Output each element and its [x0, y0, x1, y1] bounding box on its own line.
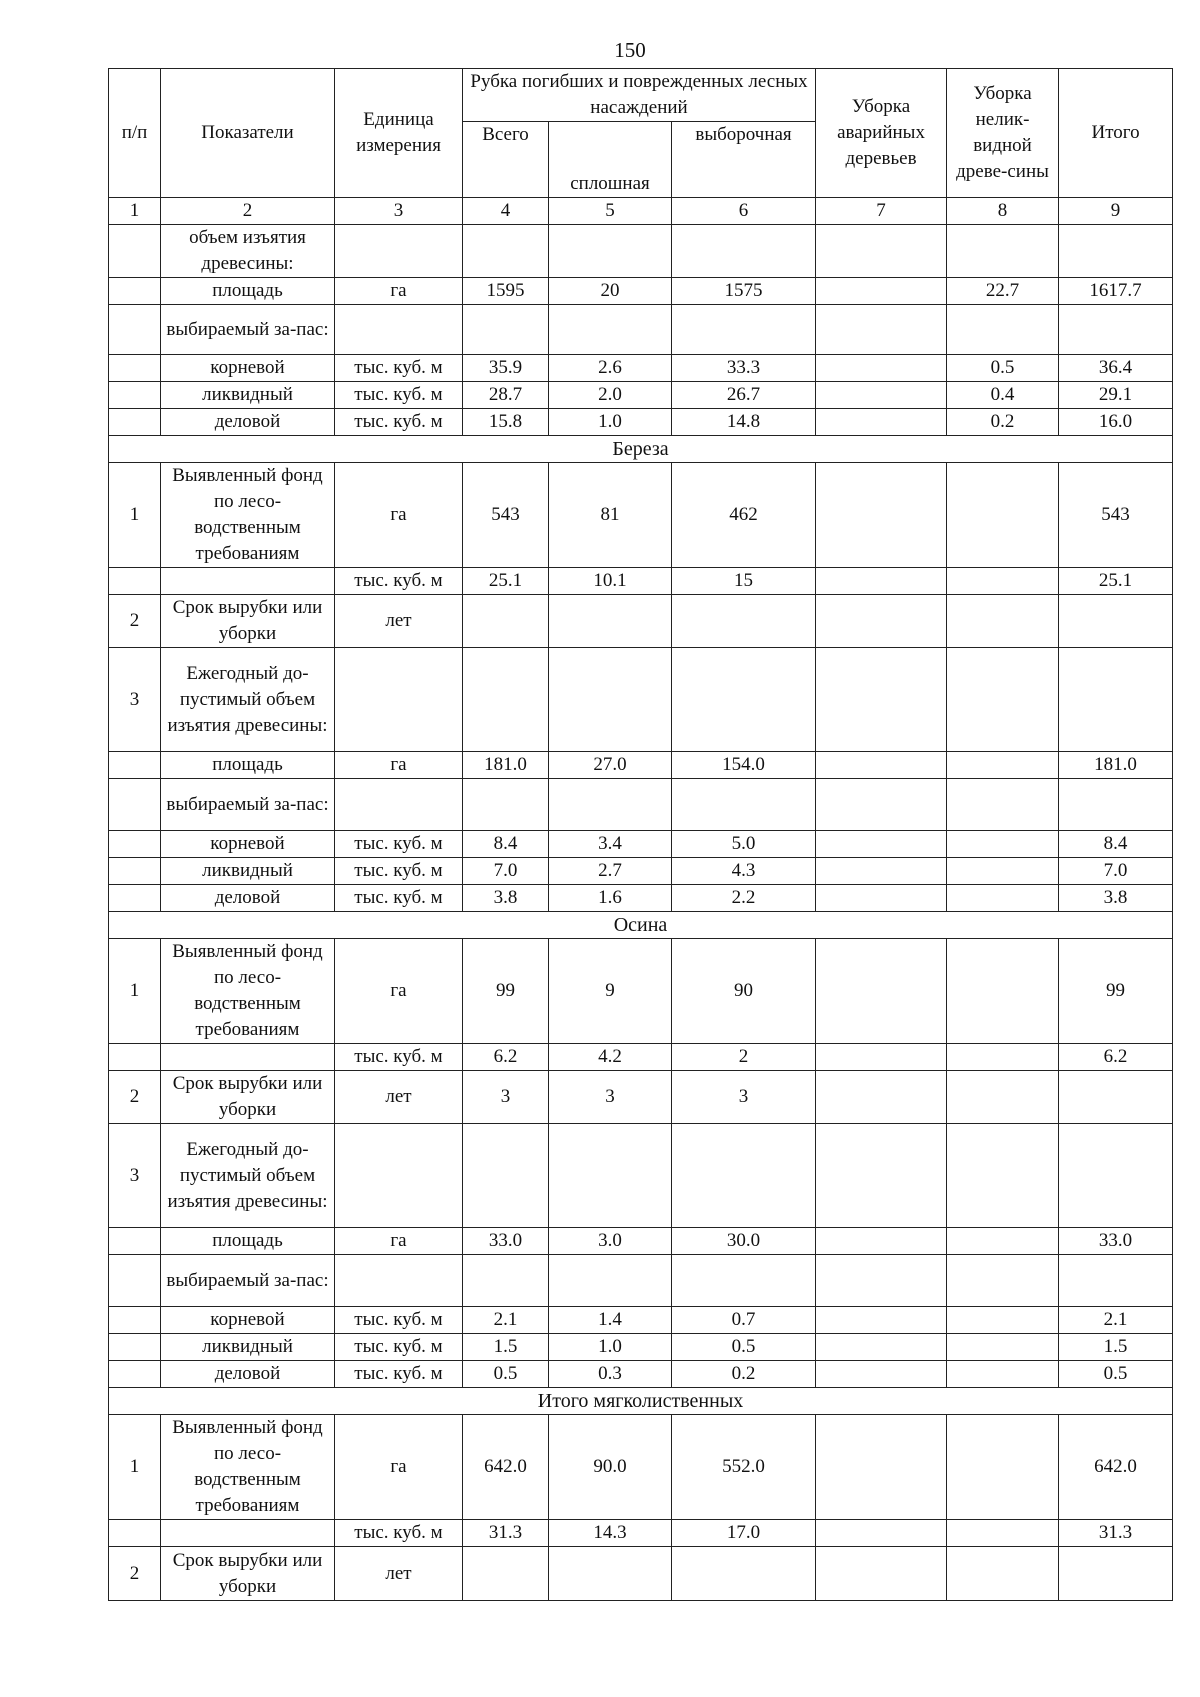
- row-number-cell: 2: [109, 1547, 161, 1601]
- value-cell: [1059, 225, 1173, 278]
- value-cell: 6.2: [463, 1044, 549, 1071]
- unit-cell: тыс. куб. м: [335, 1520, 463, 1547]
- value-cell: 3: [549, 1071, 672, 1124]
- value-cell: 0.5: [947, 355, 1059, 382]
- value-cell: [672, 779, 816, 831]
- row-number-cell: [109, 278, 161, 305]
- header-number: 6: [672, 198, 816, 225]
- value-cell: 0.3: [549, 1361, 672, 1388]
- value-cell: 642.0: [1059, 1415, 1173, 1520]
- value-cell: [816, 1520, 947, 1547]
- value-cell: [947, 939, 1059, 1044]
- indicator-cell: Срок вырубки или уборки: [161, 595, 335, 648]
- value-cell: [1059, 1255, 1173, 1307]
- indicator-cell: Выявленный фонд по лесо-водственным требованиям: [161, 1415, 335, 1520]
- indicator-cell: корневой: [161, 355, 335, 382]
- unit-cell: лет: [335, 1547, 463, 1601]
- value-cell: 0.5: [672, 1334, 816, 1361]
- value-cell: [816, 1307, 947, 1334]
- unit-cell: [335, 779, 463, 831]
- value-cell: 1575: [672, 278, 816, 305]
- value-cell: [947, 1547, 1059, 1601]
- value-cell: [463, 779, 549, 831]
- value-cell: 7.0: [463, 858, 549, 885]
- value-cell: 6.2: [1059, 1044, 1173, 1071]
- value-cell: 99: [1059, 939, 1173, 1044]
- table-row: [109, 1520, 1173, 1547]
- value-cell: 3.0: [549, 1228, 672, 1255]
- value-cell: 17.0: [672, 1520, 816, 1547]
- value-cell: [463, 1255, 549, 1307]
- row-number-cell: [109, 355, 161, 382]
- table-row: [109, 595, 1173, 648]
- section-row: [109, 912, 1173, 939]
- value-cell: [1059, 1124, 1173, 1228]
- value-cell: [463, 1547, 549, 1601]
- value-cell: 31.3: [1059, 1520, 1173, 1547]
- value-cell: 0.2: [947, 409, 1059, 436]
- value-cell: 15.8: [463, 409, 549, 436]
- value-cell: 14.3: [549, 1520, 672, 1547]
- value-cell: [816, 648, 947, 752]
- table-row: [109, 1071, 1173, 1124]
- row-number-cell: [109, 779, 161, 831]
- value-cell: 1.0: [549, 409, 672, 436]
- header-col-emergency: Уборка аварийных деревьев: [816, 69, 947, 198]
- value-cell: [947, 1228, 1059, 1255]
- header-col-unit: Единица измерения: [335, 69, 463, 198]
- row-number-cell: 2: [109, 595, 161, 648]
- value-cell: [816, 409, 947, 436]
- value-cell: 81: [549, 463, 672, 568]
- table-row: [109, 1044, 1173, 1071]
- row-number-cell: [109, 831, 161, 858]
- value-cell: 0.5: [1059, 1361, 1173, 1388]
- row-number-cell: [109, 409, 161, 436]
- value-cell: [1059, 1071, 1173, 1124]
- value-cell: [947, 305, 1059, 355]
- value-cell: [1059, 595, 1173, 648]
- value-cell: [549, 648, 672, 752]
- row-number-cell: [109, 225, 161, 278]
- table-row: [109, 885, 1173, 912]
- table-row: [109, 568, 1173, 595]
- value-cell: [816, 885, 947, 912]
- value-cell: [463, 1124, 549, 1228]
- table-row: [109, 1307, 1173, 1334]
- header-col-clear: сплошная: [549, 122, 672, 198]
- value-cell: [816, 831, 947, 858]
- row-number-cell: 1: [109, 1415, 161, 1520]
- row-number-cell: 3: [109, 1124, 161, 1228]
- value-cell: [947, 1071, 1059, 1124]
- value-cell: [463, 595, 549, 648]
- value-cell: [947, 1361, 1059, 1388]
- value-cell: 154.0: [672, 752, 816, 779]
- unit-cell: га: [335, 278, 463, 305]
- row-number-cell: 3: [109, 648, 161, 752]
- value-cell: [947, 595, 1059, 648]
- value-cell: [672, 225, 816, 278]
- value-cell: 1617.7: [1059, 278, 1173, 305]
- value-cell: [672, 595, 816, 648]
- value-cell: 8.4: [463, 831, 549, 858]
- value-cell: [816, 1124, 947, 1228]
- value-cell: 22.7: [947, 278, 1059, 305]
- row-number-cell: [109, 1361, 161, 1388]
- value-cell: 3: [463, 1071, 549, 1124]
- value-cell: [1059, 305, 1173, 355]
- value-cell: [947, 885, 1059, 912]
- value-cell: [816, 382, 947, 409]
- section-title: Осина: [109, 912, 1173, 939]
- unit-cell: га: [335, 1228, 463, 1255]
- table-row: [109, 355, 1173, 382]
- header-col-total: Итого: [1059, 69, 1173, 198]
- value-cell: [816, 1228, 947, 1255]
- value-cell: [947, 1044, 1059, 1071]
- unit-cell: тыс. куб. м: [335, 409, 463, 436]
- value-cell: 90.0: [549, 1415, 672, 1520]
- row-number-cell: [109, 858, 161, 885]
- value-cell: [947, 568, 1059, 595]
- unit-cell: га: [335, 752, 463, 779]
- value-cell: [549, 1255, 672, 1307]
- value-cell: 462: [672, 463, 816, 568]
- value-cell: [1059, 779, 1173, 831]
- header-col-illiquid: Уборка нелик-видной древе-сины: [947, 69, 1059, 198]
- value-cell: 30.0: [672, 1228, 816, 1255]
- header-number: 9: [1059, 198, 1173, 225]
- value-cell: 1.5: [1059, 1334, 1173, 1361]
- value-cell: 29.1: [1059, 382, 1173, 409]
- value-cell: [947, 1334, 1059, 1361]
- value-cell: [672, 1547, 816, 1601]
- value-cell: [672, 1255, 816, 1307]
- value-cell: [947, 1520, 1059, 1547]
- value-cell: 2.6: [549, 355, 672, 382]
- value-cell: [549, 1547, 672, 1601]
- value-cell: 20: [549, 278, 672, 305]
- table-row: [109, 1124, 1173, 1228]
- indicator-cell: Выявленный фонд по лесо-водственным требованиям: [161, 463, 335, 568]
- row-number-cell: 1: [109, 939, 161, 1044]
- value-cell: 9: [549, 939, 672, 1044]
- row-number-cell: [109, 1044, 161, 1071]
- indicator-cell: корневой: [161, 1307, 335, 1334]
- section-row: [109, 436, 1173, 463]
- table-row: [109, 858, 1173, 885]
- row-number-cell: [109, 305, 161, 355]
- value-cell: 3.4: [549, 831, 672, 858]
- row-number-cell: 2: [109, 1071, 161, 1124]
- value-cell: 181.0: [463, 752, 549, 779]
- unit-cell: [335, 648, 463, 752]
- header-col-num: п/п: [109, 69, 161, 198]
- value-cell: 1.4: [549, 1307, 672, 1334]
- indicator-cell: деловой: [161, 885, 335, 912]
- unit-cell: тыс. куб. м: [335, 831, 463, 858]
- value-cell: [947, 463, 1059, 568]
- table-row: [109, 382, 1173, 409]
- value-cell: 0.7: [672, 1307, 816, 1334]
- value-cell: 543: [1059, 463, 1173, 568]
- value-cell: 15: [672, 568, 816, 595]
- row-number-cell: [109, 1307, 161, 1334]
- value-cell: 2: [672, 1044, 816, 1071]
- row-number-cell: 1: [109, 463, 161, 568]
- value-cell: [672, 305, 816, 355]
- value-cell: [1059, 1547, 1173, 1601]
- table-row: [109, 1361, 1173, 1388]
- value-cell: 25.1: [463, 568, 549, 595]
- indicator-cell: площадь: [161, 1228, 335, 1255]
- value-cell: [816, 463, 947, 568]
- value-cell: 3: [672, 1071, 816, 1124]
- row-number-cell: [109, 1228, 161, 1255]
- indicator-cell: Выявленный фонд по лесо-водственным требованиям: [161, 939, 335, 1044]
- value-cell: 25.1: [1059, 568, 1173, 595]
- value-cell: 0.2: [672, 1361, 816, 1388]
- value-cell: [947, 858, 1059, 885]
- unit-cell: [335, 1255, 463, 1307]
- section-title: Береза: [109, 436, 1173, 463]
- value-cell: 181.0: [1059, 752, 1173, 779]
- indicator-cell: деловой: [161, 1361, 335, 1388]
- table-row: [109, 1255, 1173, 1307]
- value-cell: [947, 1255, 1059, 1307]
- header-number: 3: [335, 198, 463, 225]
- header-col-indicator: Показатели: [161, 69, 335, 198]
- value-cell: [816, 1334, 947, 1361]
- value-cell: 31.3: [463, 1520, 549, 1547]
- value-cell: [549, 779, 672, 831]
- header-number: 7: [816, 198, 947, 225]
- header-number: 4: [463, 198, 549, 225]
- value-cell: 1.6: [549, 885, 672, 912]
- value-cell: 2.1: [1059, 1307, 1173, 1334]
- indicator-cell: ликвидный: [161, 1334, 335, 1361]
- unit-cell: тыс. куб. м: [335, 355, 463, 382]
- value-cell: 0.4: [947, 382, 1059, 409]
- value-cell: [672, 1124, 816, 1228]
- table-row: [109, 831, 1173, 858]
- table-row: [109, 1547, 1173, 1601]
- value-cell: [816, 939, 947, 1044]
- table-row: [109, 779, 1173, 831]
- value-cell: 2.7: [549, 858, 672, 885]
- indicator-cell: ликвидный: [161, 858, 335, 885]
- header-numbers-row: [109, 198, 1173, 225]
- indicator-cell: [161, 1520, 335, 1547]
- table-row: [109, 1415, 1173, 1520]
- value-cell: 1.5: [463, 1334, 549, 1361]
- forest-indicators-table: [108, 68, 1173, 1601]
- table-row: [109, 463, 1173, 568]
- value-cell: 2.0: [549, 382, 672, 409]
- row-number-cell: [109, 568, 161, 595]
- value-cell: 33.0: [463, 1228, 549, 1255]
- value-cell: 28.7: [463, 382, 549, 409]
- section-title: Итого мягколиственных: [109, 1388, 1173, 1415]
- value-cell: [816, 595, 947, 648]
- row-number-cell: [109, 1255, 161, 1307]
- unit-cell: тыс. куб. м: [335, 1044, 463, 1071]
- table-row: [109, 305, 1173, 355]
- value-cell: [816, 779, 947, 831]
- indicator-cell: [161, 1044, 335, 1071]
- value-cell: [816, 1071, 947, 1124]
- indicator-cell: объем изъятия древесины:: [161, 225, 335, 278]
- value-cell: [947, 1124, 1059, 1228]
- table-row: [109, 278, 1173, 305]
- value-cell: [816, 1044, 947, 1071]
- value-cell: [816, 355, 947, 382]
- value-cell: 99: [463, 939, 549, 1044]
- table-row: [109, 409, 1173, 436]
- table-row: [109, 1334, 1173, 1361]
- value-cell: [672, 648, 816, 752]
- value-cell: 3.8: [1059, 885, 1173, 912]
- value-cell: [816, 858, 947, 885]
- indicator-cell: корневой: [161, 831, 335, 858]
- table-row: [109, 939, 1173, 1044]
- value-cell: 33.3: [672, 355, 816, 382]
- value-cell: 26.7: [672, 382, 816, 409]
- value-cell: [549, 225, 672, 278]
- value-cell: [947, 225, 1059, 278]
- row-number-cell: [109, 382, 161, 409]
- value-cell: [549, 595, 672, 648]
- indicator-cell: деловой: [161, 409, 335, 436]
- value-cell: 552.0: [672, 1415, 816, 1520]
- value-cell: 543: [463, 463, 549, 568]
- value-cell: [816, 1415, 947, 1520]
- table-row: [109, 225, 1173, 278]
- value-cell: 0.5: [463, 1361, 549, 1388]
- row-number-cell: [109, 885, 161, 912]
- indicator-cell: площадь: [161, 278, 335, 305]
- value-cell: 36.4: [1059, 355, 1173, 382]
- value-cell: 642.0: [463, 1415, 549, 1520]
- value-cell: 2.1: [463, 1307, 549, 1334]
- header-number: 2: [161, 198, 335, 225]
- value-cell: 27.0: [549, 752, 672, 779]
- unit-cell: лет: [335, 1071, 463, 1124]
- header-felling-group: Рубка погибших и поврежденных лесных насаждений: [463, 69, 816, 122]
- page-number: 150: [614, 38, 646, 62]
- unit-cell: [335, 305, 463, 355]
- indicator-cell: Ежегодный до-пустимый объем изъятия древесины:: [161, 648, 335, 752]
- value-cell: [816, 278, 947, 305]
- value-cell: [816, 1547, 947, 1601]
- value-cell: 4.3: [672, 858, 816, 885]
- value-cell: [816, 752, 947, 779]
- indicator-cell: Срок вырубки или уборки: [161, 1071, 335, 1124]
- value-cell: [947, 1307, 1059, 1334]
- value-cell: [816, 225, 947, 278]
- unit-cell: тыс. куб. м: [335, 858, 463, 885]
- indicator-cell: ликвидный: [161, 382, 335, 409]
- unit-cell: тыс. куб. м: [335, 382, 463, 409]
- row-number-cell: [109, 752, 161, 779]
- value-cell: [463, 305, 549, 355]
- indicator-cell: выбираемый за-пас:: [161, 305, 335, 355]
- indicator-cell: выбираемый за-пас:: [161, 779, 335, 831]
- value-cell: 7.0: [1059, 858, 1173, 885]
- value-cell: 1595: [463, 278, 549, 305]
- value-cell: [816, 305, 947, 355]
- value-cell: [947, 648, 1059, 752]
- value-cell: 10.1: [549, 568, 672, 595]
- value-cell: 3.8: [463, 885, 549, 912]
- table-row: [109, 752, 1173, 779]
- value-cell: [947, 779, 1059, 831]
- value-cell: [816, 1361, 947, 1388]
- unit-cell: тыс. куб. м: [335, 568, 463, 595]
- value-cell: [816, 1255, 947, 1307]
- unit-cell: лет: [335, 595, 463, 648]
- table-row: [109, 1228, 1173, 1255]
- indicator-cell: площадь: [161, 752, 335, 779]
- unit-cell: тыс. куб. м: [335, 1361, 463, 1388]
- indicator-cell: Ежегодный до-пустимый объем изъятия древесины:: [161, 1124, 335, 1228]
- value-cell: [816, 568, 947, 595]
- value-cell: [549, 1124, 672, 1228]
- table-row: [109, 648, 1173, 752]
- row-number-cell: [109, 1520, 161, 1547]
- value-cell: 14.8: [672, 409, 816, 436]
- header-col-total-felling: Всего: [463, 122, 549, 198]
- value-cell: [463, 648, 549, 752]
- unit-cell: га: [335, 1415, 463, 1520]
- value-cell: [947, 831, 1059, 858]
- value-cell: 4.2: [549, 1044, 672, 1071]
- value-cell: 33.0: [1059, 1228, 1173, 1255]
- indicator-cell: [161, 568, 335, 595]
- value-cell: 35.9: [463, 355, 549, 382]
- value-cell: 8.4: [1059, 831, 1173, 858]
- value-cell: [463, 225, 549, 278]
- unit-cell: тыс. куб. м: [335, 1307, 463, 1334]
- header-number: 5: [549, 198, 672, 225]
- header-number: 8: [947, 198, 1059, 225]
- indicator-cell: Срок вырубки или уборки: [161, 1547, 335, 1601]
- value-cell: [549, 305, 672, 355]
- value-cell: 2.2: [672, 885, 816, 912]
- value-cell: [947, 1415, 1059, 1520]
- value-cell: [1059, 648, 1173, 752]
- header-col-selective: выборочная: [672, 122, 816, 198]
- unit-cell: га: [335, 463, 463, 568]
- value-cell: 1.0: [549, 1334, 672, 1361]
- value-cell: 90: [672, 939, 816, 1044]
- value-cell: 16.0: [1059, 409, 1173, 436]
- unit-cell: тыс. куб. м: [335, 885, 463, 912]
- section-row: [109, 1388, 1173, 1415]
- unit-cell: [335, 225, 463, 278]
- value-cell: [947, 752, 1059, 779]
- unit-cell: [335, 1124, 463, 1228]
- row-number-cell: [109, 1334, 161, 1361]
- unit-cell: га: [335, 939, 463, 1044]
- header-number: 1: [109, 198, 161, 225]
- indicator-cell: выбираемый за-пас:: [161, 1255, 335, 1307]
- value-cell: 5.0: [672, 831, 816, 858]
- unit-cell: тыс. куб. м: [335, 1334, 463, 1361]
